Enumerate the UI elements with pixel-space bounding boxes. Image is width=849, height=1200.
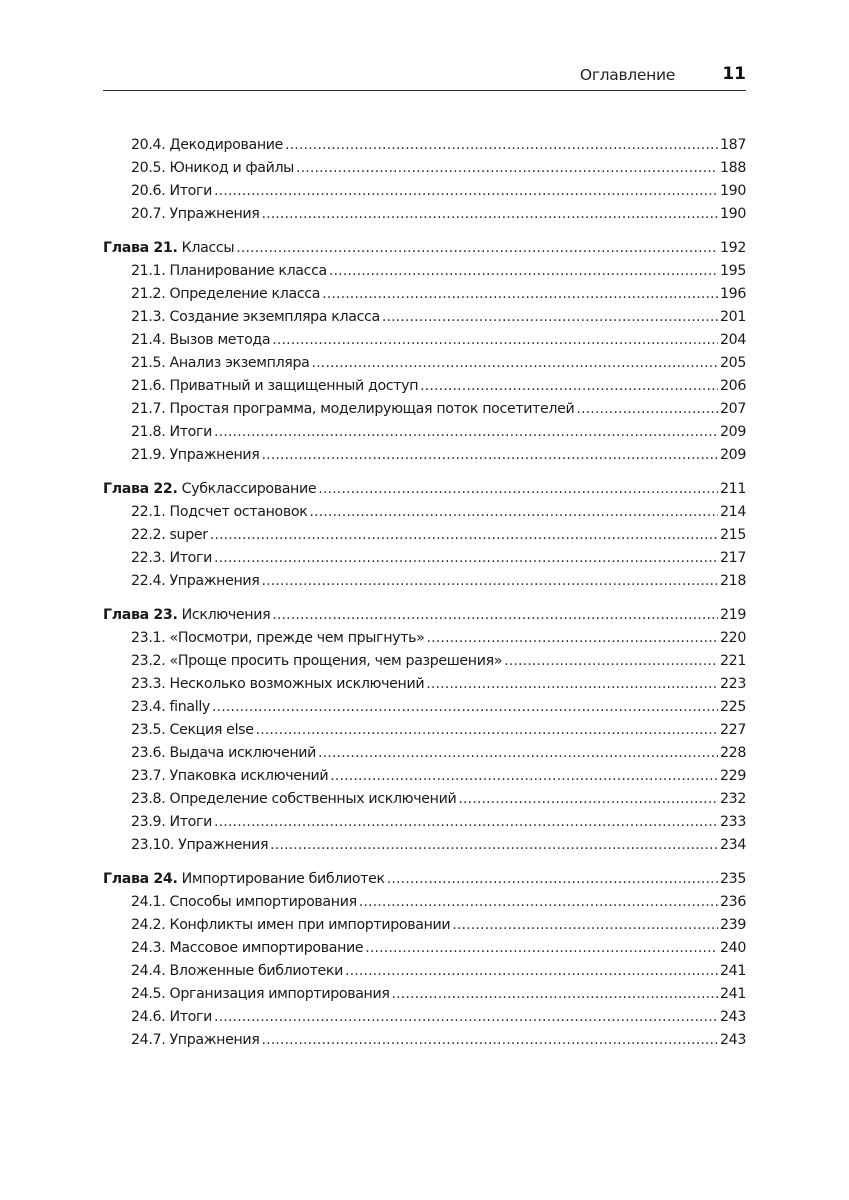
dot-leader [365,937,718,960]
toc-page-number: 188 [719,160,746,176]
toc-entry-title [103,478,316,501]
toc-entry-label: 22.4. Упражнения [131,573,260,589]
toc-section-entry [103,203,746,226]
dot-leader [330,765,718,788]
chapter-prefix: Глава 22. [103,481,178,497]
toc-entry-title [103,237,234,260]
dot-leader [426,673,718,696]
toc-section-entry [103,1029,746,1052]
toc-section-entry [103,352,746,375]
toc-section-entry [103,960,746,983]
dot-leader [420,375,718,398]
dot-leader [452,914,718,937]
toc-chapter-entry [103,237,746,260]
toc-entry-title [131,673,424,696]
toc-section-entry [103,765,746,788]
toc-section-entry [103,696,746,719]
dot-leader [309,501,718,524]
toc-entry-title [131,134,283,157]
toc-section-entry [103,375,746,398]
toc-entry-title [131,203,259,226]
toc-entry-label: 23.1. «Посмотри, прежде чем прыгнуть» [131,630,425,646]
toc-entry-label: 21.9. Упражнения [131,447,260,463]
dot-leader [392,983,718,1006]
toc-entry-label: 22.2. super [131,527,208,543]
toc-entry-title [103,868,385,891]
toc-entry-title [131,834,268,857]
table-of-contents [103,134,746,1052]
toc-section-entry [103,524,746,547]
dot-leader [458,788,718,811]
toc-page-number: 206 [719,378,746,394]
toc-page-number: 195 [719,263,746,279]
toc-section-entry [103,788,746,811]
toc-entry-title [131,421,212,444]
toc-page-number: 192 [719,240,746,256]
dot-leader [272,604,718,627]
toc-page-number: 187 [719,137,746,153]
dot-leader [256,719,718,742]
toc-entry-label: 23.8. Определение собственных исключений [131,791,457,807]
toc-section-entry [103,180,746,203]
toc-section-entry [103,673,746,696]
toc-entry-label: 23.9. Итоги [131,814,212,830]
toc-page-number: 207 [719,401,746,417]
running-header [103,62,746,91]
toc-entry-label: 24.3. Массовое импортирование [131,940,364,956]
dot-leader [318,478,718,501]
toc-entry-label: 20.7. Упражнения [131,206,260,222]
toc-entry-label: 24.7. Упражнения [131,1032,260,1048]
toc-section-entry [103,719,746,742]
toc-entry-title [131,283,320,306]
toc-entry-title [131,329,270,352]
toc-entry-label: 21.6. Приватный и защищенный доступ [131,378,419,394]
toc-chapter-entry [103,868,746,891]
dot-leader [504,650,718,673]
toc-page-number: 240 [719,940,746,956]
toc-page-number: 228 [719,745,746,761]
toc-entry-title [131,547,212,570]
toc-entry-title [131,444,259,467]
toc-entry-label: 24.4. Вложенные библиотеки [131,963,343,979]
toc-entry-title [131,696,210,719]
toc-page-number: 217 [719,550,746,566]
toc-chapter-entry [103,604,746,627]
toc-section-entry [103,501,746,524]
toc-section-entry [103,283,746,306]
chapter-prefix: Глава 24. [103,871,178,887]
toc-section-entry [103,914,746,937]
toc-entry-label: 23.4. finally [131,699,210,715]
toc-entry-title [131,960,343,983]
toc-page-number: 227 [719,722,746,738]
toc-section-entry [103,891,746,914]
toc-entry-title [131,650,502,673]
toc-section-entry [103,260,746,283]
toc-entry-label: 21.4. Вызов метода [131,332,271,348]
toc-page-number: 221 [719,653,746,669]
dot-leader [214,421,718,444]
toc-section-entry [103,834,746,857]
toc-section-entry [103,983,746,1006]
toc-entry-title [131,891,357,914]
toc-entry-label: 23.2. «Проще просить прощения, чем разрешения» [131,653,503,669]
toc-entry-label: 24.2. Конфликты имен при импортировании [131,917,451,933]
toc-entry-title [131,260,327,283]
toc-entry-title [131,788,456,811]
dot-leader [426,627,718,650]
dot-leader [318,742,718,765]
toc-entry-title [131,180,212,203]
toc-entry-label: 24.5. Организация импортирования [131,986,390,1002]
toc-entry-title [131,375,418,398]
toc-page-number: 209 [719,447,746,463]
toc-page-number: 214 [719,504,746,520]
toc-page-number: 234 [719,837,746,853]
toc-section-entry [103,627,746,650]
toc-page-number: 190 [719,206,746,222]
toc-page-number: 219 [719,607,746,623]
toc-section-entry [103,398,746,421]
toc-entry-title [131,983,390,1006]
toc-page-number: 243 [719,1032,746,1048]
toc-entry-title [131,1029,259,1052]
toc-page-number: 225 [719,699,746,715]
toc-entry-title [131,719,254,742]
toc-entry-title [131,524,208,547]
toc-section-entry [103,157,746,180]
dot-leader [261,570,718,593]
page-number: 11 [722,64,746,84]
toc-entry-title [103,604,270,627]
toc-page-number: 220 [719,630,746,646]
dot-leader [236,237,718,260]
toc-entry-label: 20.4. Декодирование [131,137,284,153]
toc-page-number: 190 [719,183,746,199]
dot-leader [210,524,718,547]
toc-page-number: 232 [719,791,746,807]
dot-leader [261,203,718,226]
toc-entry-label: 21.8. Итоги [131,424,212,440]
dot-leader [272,329,718,352]
dot-leader [285,134,718,157]
toc-entry-label: 24.1. Способы импортирования [131,894,357,910]
dot-leader [214,180,718,203]
toc-page-number: 211 [719,481,746,497]
toc-section-entry [103,742,746,765]
dot-leader [214,1006,718,1029]
toc-entry-label: 24.6. Итоги [131,1009,212,1025]
toc-section-entry [103,570,746,593]
toc-page-number: 241 [719,963,746,979]
dot-leader [359,891,718,914]
toc-page-number: 204 [719,332,746,348]
dot-leader [212,696,718,719]
toc-entry-label: 23.7. Упаковка исключений [131,768,329,784]
toc-entry-title [131,570,259,593]
toc-section-entry [103,421,746,444]
toc-page-number: 229 [719,768,746,784]
toc-page-number: 243 [719,1009,746,1025]
toc-section-entry [103,306,746,329]
toc-entry-title [131,811,212,834]
dot-leader [382,306,718,329]
toc-entry-label: 20.5. Юникод и файлы [131,160,295,176]
toc-section-entry [103,937,746,960]
toc-entry-title [131,742,316,765]
dot-leader [322,283,718,306]
toc-section-entry [103,134,746,157]
toc-page-number: 236 [719,894,746,910]
toc-entry-title [131,306,380,329]
toc-page-number: 239 [719,917,746,933]
toc-entry-label: Субклассирование [181,481,317,497]
toc-chapter-entry [103,478,746,501]
toc-entry-label: 21.5. Анализ экземпляра [131,355,310,371]
toc-entry-title [131,398,574,421]
toc-page-number: 215 [719,527,746,543]
toc-entry-title [131,157,294,180]
toc-page-number: 201 [719,309,746,325]
toc-section-entry [103,547,746,570]
toc-page-number: 205 [719,355,746,371]
toc-entry-label: Импортирование библиотек [181,871,385,887]
dot-leader [329,260,718,283]
dot-leader [387,868,718,891]
toc-entry-label: Исключения [181,607,271,623]
toc-page-number: 223 [719,676,746,692]
dot-leader [270,834,718,857]
toc-section-entry [103,650,746,673]
toc-entry-label: 23.10. Упражнения [131,837,269,853]
toc-page-number: 235 [719,871,746,887]
toc-entry-label: 21.1. Планирование класса [131,263,327,279]
toc-entry-label: 23.6. Выдача исключений [131,745,317,761]
toc-entry-title [131,627,424,650]
toc-section-entry [103,444,746,467]
toc-page-number: 209 [719,424,746,440]
chapter-prefix: Глава 23. [103,607,178,623]
toc-entry-title [131,765,328,788]
toc-entry-title [131,352,310,375]
toc-entry-title [131,914,450,937]
toc-entry-label: 23.3. Несколько возможных исключений [131,676,425,692]
dot-leader [345,960,718,983]
toc-page-number: 241 [719,986,746,1002]
toc-entry-label: 23.5. Секция else [131,722,254,738]
dot-leader [312,352,718,375]
toc-entry-label: 22.3. Итоги [131,550,212,566]
toc-section-entry [103,811,746,834]
toc-entry-title [131,1006,212,1029]
toc-page-number: 218 [719,573,746,589]
dot-leader [214,547,718,570]
toc-entry-label: 20.6. Итоги [131,183,212,199]
toc-entry-label: 22.1. Подсчет остановок [131,504,308,520]
dot-leader [261,1029,718,1052]
toc-entry-title [131,501,307,524]
dot-leader [214,811,718,834]
toc-entry-title [131,937,363,960]
toc-page-number: 196 [719,286,746,302]
header-title: Оглавление [579,66,675,84]
dot-leader [576,398,718,421]
toc-entry-label: 21.3. Создание экземпляра класса [131,309,380,325]
toc-section-entry [103,329,746,352]
toc-entry-label: 21.2. Определение класса [131,286,321,302]
toc-entry-label: Классы [181,240,235,256]
dot-leader [261,444,718,467]
toc-entry-label: 21.7. Простая программа, моделирующая поток посетителей [131,401,575,417]
dot-leader [296,157,718,180]
chapter-prefix: Глава 21. [103,240,178,256]
toc-page-number: 233 [719,814,746,830]
toc-section-entry [103,1006,746,1029]
